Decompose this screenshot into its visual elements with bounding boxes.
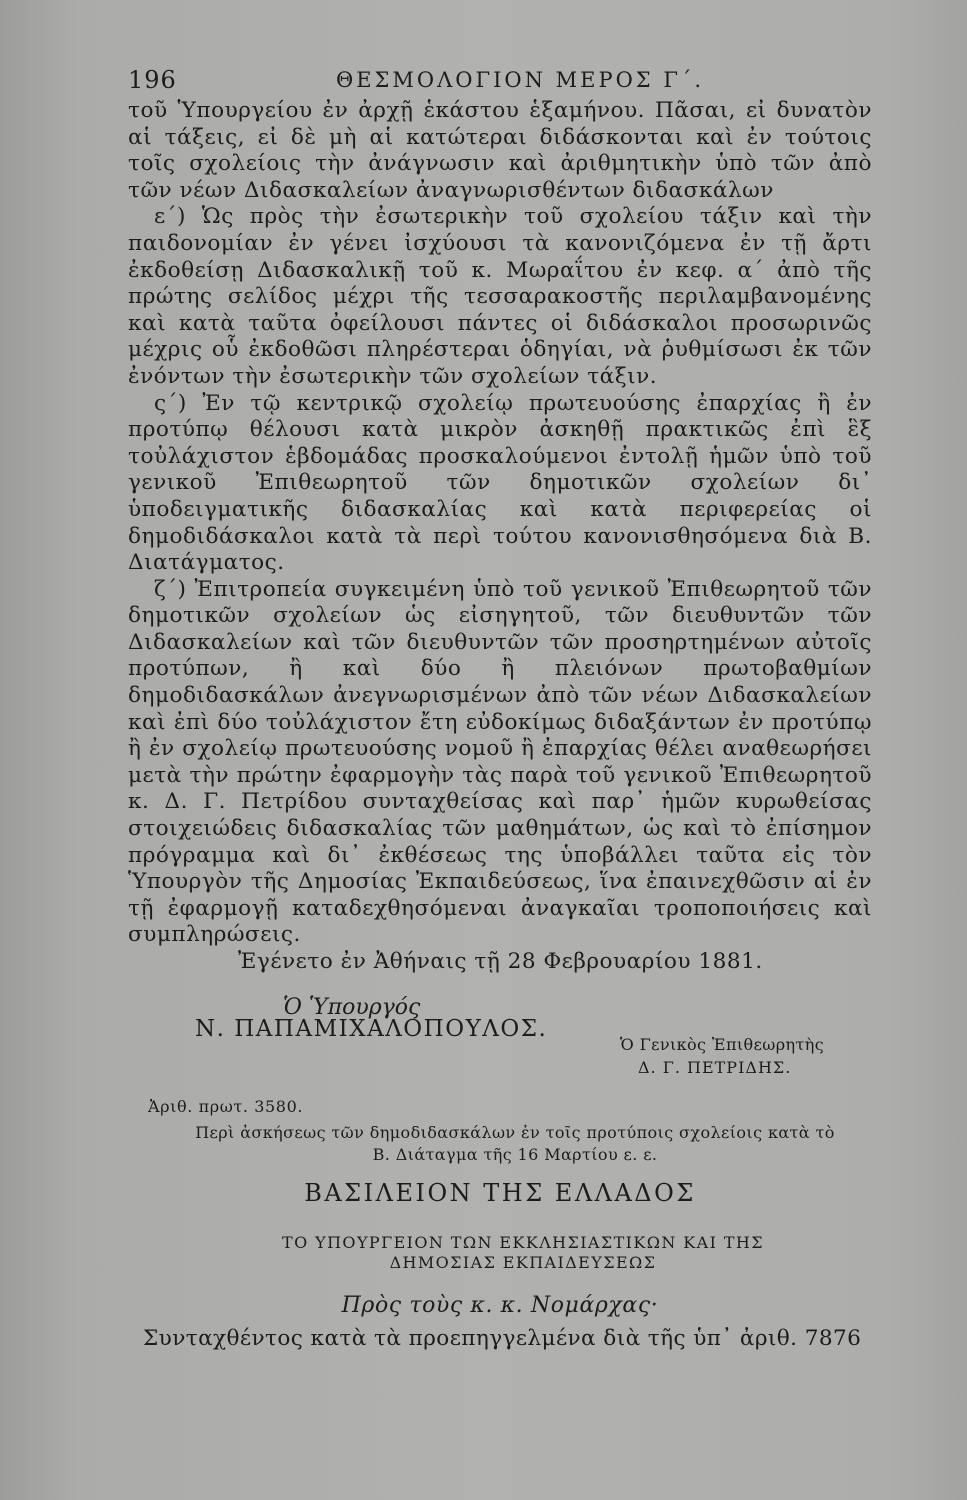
opening-sentence: Συνταχθέντος κατὰ τὰ προεπηγγελμένα διὰ τῆς ὑπ᾽ ἀριθ. 7876 bbox=[143, 1326, 862, 1351]
subject-line-1: Περὶ ἀσκήσεως τῶν δημοδιδασκάλων ἐν τοῖς προτύποις σχολείοις κατὰ τὸ bbox=[195, 1123, 835, 1142]
subject-line-2: Β. Διάταγμα τῆς 16 Μαρτίου ε. ε. bbox=[372, 1145, 658, 1164]
document-subject bbox=[160, 1122, 870, 1166]
minister-title: Ὁ Ὑπουργός bbox=[283, 995, 421, 1020]
inspector-title: Ὁ Γενικὸς Ἐπιθεωρητὴς bbox=[620, 1035, 825, 1054]
ministry-heading bbox=[228, 1233, 818, 1273]
running-title: ΘΕΣΜΟΛΟΓΙΟΝ ΜΕΡΟΣ Γ΄. bbox=[336, 68, 705, 92]
paragraph-e: ε΄) Ὡς πρὸς τὴν ἐσωτερικὴν τοῦ σχολείου τάξιν καὶ τὴν παιδονομίαν ἐν γένει ἰσχύουσι τὰ κανονιζόμενα ἐν τῇ ἄρτι ἐκδοθείσῃ Διδασκαλικῇ τοῦ κ. Μωραΐτου ἐν κεφ. α΄ ἀπὸ τῆς πρώτης σελίδος μέχρι τῆς τεσσαρακοστῆς περιλαμβανομένης καὶ κατὰ ταῦτα ὀφείλουσι πάντες οἱ διδάσκαλοι προσωρινῶς μέχρις οὗ ἐκδοθῶσι πληρέστεραι ὁδηγίαι, νὰ ῥυθμίσωσι ἐκ τῶν ἐνόντων τὴν ἐσωτερικὴν τῶν σχολείων τάξιν. bbox=[128, 204, 872, 389]
paragraph-st: ς΄) Ἐν τῷ κεντρικῷ σχολείῳ πρωτευούσης ἐπαρχίας ἢ ἐν προτύπῳ θέλουσι κατὰ μικρὸν ἀσκηθῇ πρακτικῶς ἐπὶ ἓξ τοὐλάχιστον ἑβδομάδας προσκαλούμενοι ἐντολῇ ἡμῶν ὑπὸ τοῦ γενικοῦ Ἐπιθεωρητοῦ τῶν δημοτικῶν σχολείων δι᾽ ὑποδειγματικῆς διδασκαλίας καὶ κατὰ περιφερείας οἱ δημοδιδάσκαλοι κατὰ τὰ περὶ τούτου κανονισθησόμενα διὰ Β. Διατάγματος. bbox=[128, 390, 872, 576]
kingdom-heading: ΒΑΣΙΛΕΙΟΝ ΤΗΣ ΕΛΛΑΔΟΣ bbox=[304, 1179, 696, 1207]
ministry-line-2: ΔΗΜΟΣΙΑΣ ΕΚΠΑΙΔΕΥΣΕΩΣ bbox=[389, 1253, 657, 1272]
inspector-name: Δ. Γ. ΠΕΤΡΙΔΗΣ. bbox=[638, 1058, 792, 1077]
page-number: 196 bbox=[128, 66, 177, 94]
paragraph-continuation: τοῦ Ὑπουργείου ἐν ἀρχῇ ἑκάστου ἑξαμήνου. Πᾶσαι, εἰ δυνατὸν αἱ τάξεις, εἰ δὲ μὴ αἱ κατώτεραι διδάσκονται καὶ ἐν τούτοις τοῖς σχολείοις τὴν ἀνάγνωσιν καὶ ἀριθμητικὴν ὑπὸ τῶν ἀπὸ τῶν νέων Διδασκαλείων ἀναγνωρισθέντων διδασκάλων bbox=[128, 98, 872, 203]
ministry-line-1: ΤΟ ΥΠΟΥΡΓΕΙΟΝ ΤΩΝ ΕΚΚΛΗΣΙΑΣΤΙΚΩΝ ΚΑΙ ΤΗΣ bbox=[282, 1233, 764, 1252]
protocol-number: Ἀριθ. πρωτ. 3580. bbox=[148, 1097, 304, 1116]
minister-name: Ν. ΠΑΠΑΜΙΧΑΛΟΠΟΥΛΟΣ. bbox=[195, 1016, 548, 1042]
paragraph-z: ζ΄) Ἐπιτροπεία συγκειμένη ὑπὸ τοῦ γενικοῦ Ἐπιθεωρητοῦ τῶν δημοτικῶν σχολείων ὡς εἰσηγητοῦ, τῶν διευθυντῶν τῶν Διδασκαλείων καὶ τῶν διευθυντῶν τῶν προσηρτημένων αὐτοῖς προτύπων, ἢ καὶ δύο ἢ πλειόνων πρωτοβαθμίων δημοδιδασκάλων ἀνεγνωρισμένων ἀπὸ τῶν νέων Διδασκαλείων καὶ ἐπὶ δύο τοὐλάχιστον ἔτη εὐδοκίμως διδαξάντων ἐν προτύπῳ ἢ ἐν σχολείῳ πρωτευούσης νομοῦ ἢ ἐπαρχίας θέλει αναθεωρήσει μετὰ τὴν πρώτην ἐφαρμογὴν τὰς παρὰ τοῦ γενικοῦ Ἐπιθεωρητοῦ κ. Δ. Γ. Πετρίδου συνταχθείσας καὶ παρ᾽ ἡμῶν κυρωθείσας στοιχειώδεις διδασκαλίας τῶν μαθημάτων, ὡς καὶ τὸ ἐπίσημον πρόγραμμα καὶ δι᾽ ἐκθέσεως της ὑποβάλλει ταῦτα εἰς τὸν Ὑπουργὸν τῆς Δημοσίας Ἐκπαιδεύσεως, ἵνα ἐπαινεχθῶσιν αἱ ἐν τῇ ἐφαρμογῇ καταδεχθησόμεναι ἀναγκαῖαι τροποποιήσεις καὶ συμπληρώσεις. bbox=[128, 576, 872, 948]
decree-date: Ἐγένετο ἐν Ἀθήναις τῇ 28 Φεβρουαρίου 1881. bbox=[238, 949, 763, 974]
decree-body bbox=[128, 98, 872, 976]
page-header bbox=[128, 66, 868, 100]
addressee: Πρὸς τοὺς κ. κ. Νομάρχας· bbox=[341, 1293, 659, 1318]
